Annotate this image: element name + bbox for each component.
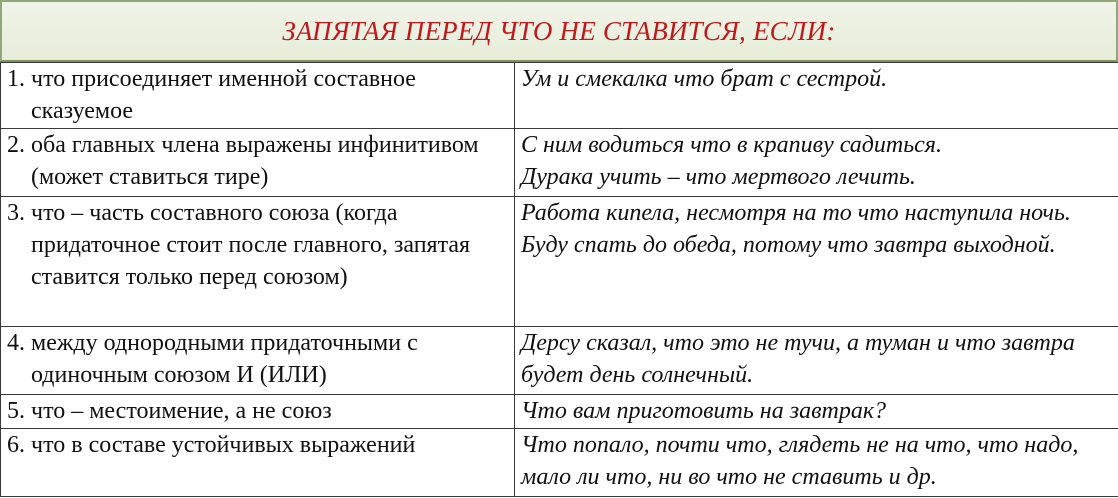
example-cell <box>515 429 1118 497</box>
example-text: Дурака учить – что мертвого лечить. <box>521 164 916 190</box>
example-text: Дерсу сказал, что это не тучи, а туман и что завтра будет день солнечный. <box>521 330 1075 388</box>
example-cell <box>515 197 1118 327</box>
row-number: 4. <box>7 330 25 356</box>
row-number: 6. <box>7 432 25 458</box>
condition-cell <box>1 327 515 395</box>
condition-cell <box>1 395 515 429</box>
table-row <box>1 429 1118 497</box>
table-row <box>1 395 1118 429</box>
condition-text: что – часть составного союза (когда придаточное стоит после главного, запятая ставится только перед союзом) <box>31 200 471 290</box>
slide-title: ЗАПЯТАЯ ПЕРЕД ЧТО НЕ СТАВИТСЯ, ЕСЛИ: <box>282 15 836 46</box>
condition-text: оба главных члена выражены инфинитивом (может ставиться тире) <box>31 132 479 190</box>
example-text: Работа кипела, несмотря на то что наступила ночь. <box>521 200 1071 226</box>
example-text: Что вам приготовить на завтрак? <box>521 398 887 424</box>
condition-cell <box>1 197 515 327</box>
condition-cell <box>1 63 515 129</box>
example-cell <box>515 395 1118 429</box>
row-number: 5. <box>7 398 25 424</box>
table-row <box>1 197 1118 327</box>
table-row <box>1 129 1118 197</box>
row-number: 3. <box>7 200 25 226</box>
example-text: С ним водиться что в крапиву садиться. <box>521 132 942 158</box>
example-cell <box>515 129 1118 197</box>
row-number: 1. <box>7 66 25 92</box>
condition-cell <box>1 429 515 497</box>
example-text: Буду спать до обеда, потому что завтра выходной. <box>521 232 1056 258</box>
condition-text: что – местоимение, а не союз <box>31 398 332 424</box>
condition-text: что присоединяет именной составное сказуемое <box>31 66 416 124</box>
table-row <box>1 63 1118 129</box>
table-row <box>1 327 1118 395</box>
example-cell <box>515 63 1118 129</box>
condition-cell <box>1 129 515 197</box>
title-banner <box>0 0 1118 62</box>
condition-text: между однородными придаточными с одиночным союзом И (ИЛИ) <box>31 330 418 388</box>
example-text: Что попало, почти что, глядеть не на что, что надо, мало ли что, ни во что не ставить и др. <box>521 432 1079 490</box>
rules-table <box>0 62 1118 497</box>
example-cell <box>515 327 1118 395</box>
condition-text: что в составе устойчивых выражений <box>31 432 416 458</box>
row-number: 2. <box>7 132 25 158</box>
example-text: Ум и смекалка что брат с сестрой. <box>521 66 888 92</box>
